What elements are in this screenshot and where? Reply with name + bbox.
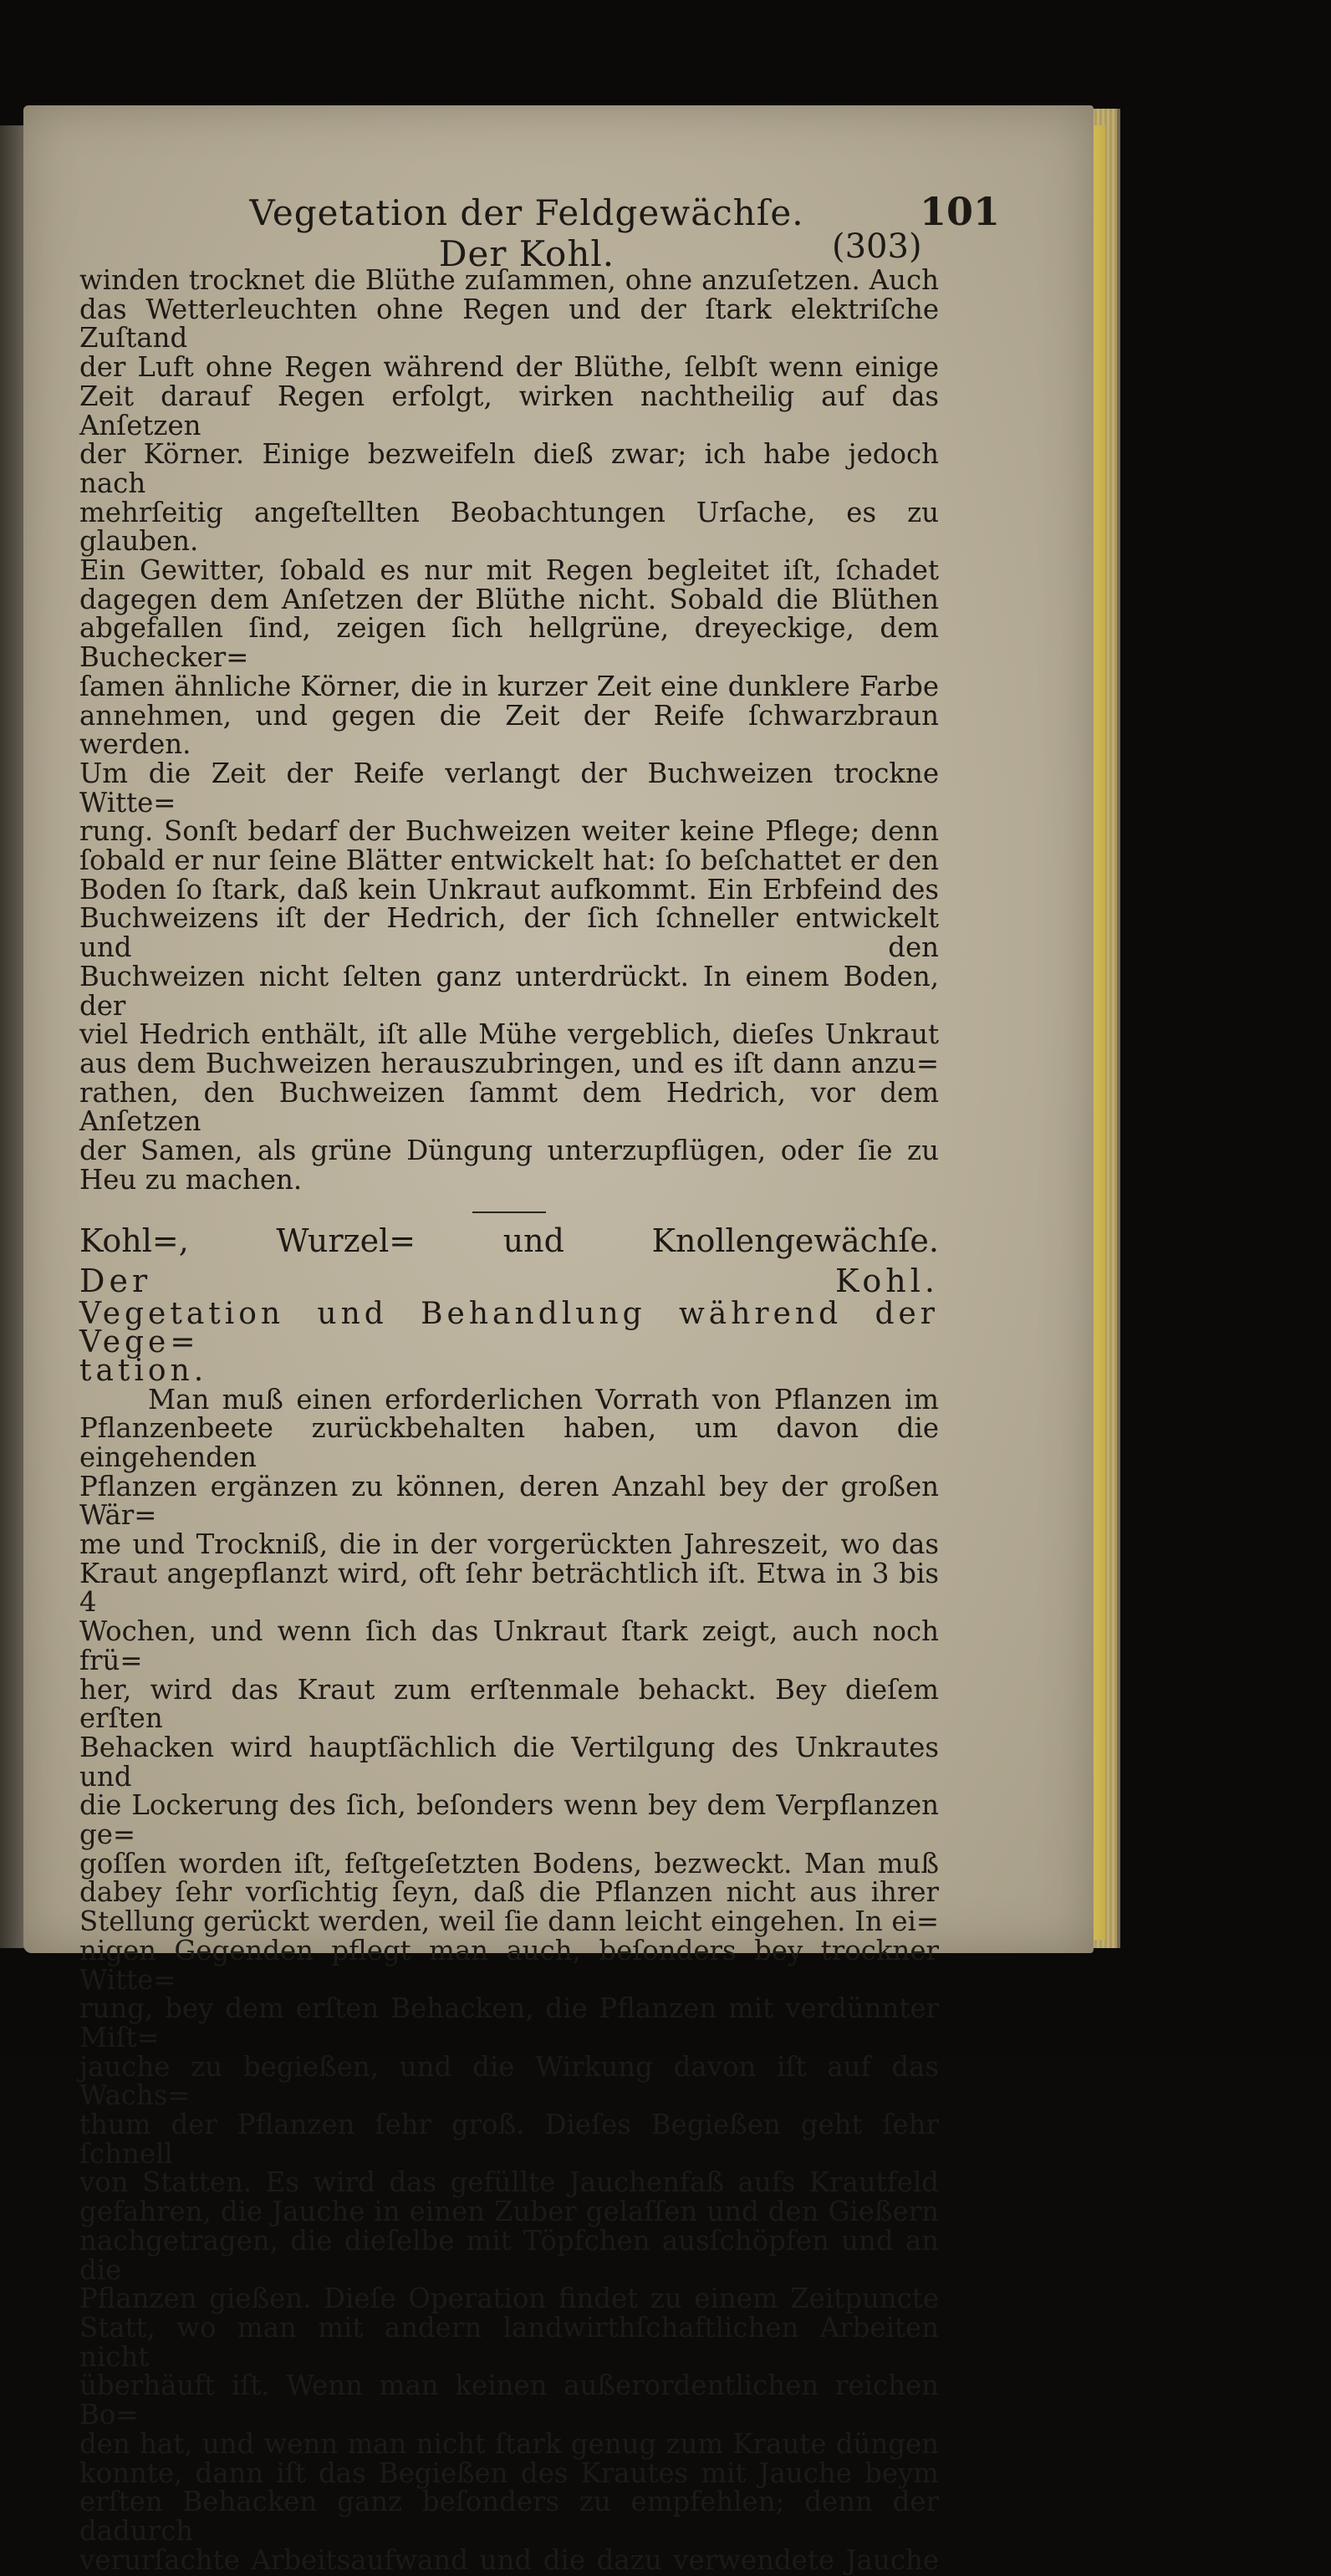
subsubsection-heading-line1: Vegetation und Behandlung während der Vege=	[79, 1296, 939, 1359]
text-line: dabey ſehr vorſichtig ſeyn, daß die Pflanzen nicht aus ihrer	[79, 1876, 939, 1909]
text-line: Boden ſo ſtark, daß kein Unkraut aufkommt. Ein Erbfeind des	[79, 873, 939, 905]
text-line: den hat, und wenn man nicht ſtark genug zum Kraute düngen	[79, 2427, 939, 2460]
text-line: Zeit darauf Regen erfolgt, wirken nachtheilig auf das Anſetzen	[79, 380, 939, 441]
text-line: ſamen ähnliche Körner, die in kurzer Zeit eine dunklere Farbe	[79, 670, 939, 702]
text-line: Wochen, und wenn ſich das Unkraut ſtark zeigt, auch noch frü=	[79, 1615, 939, 1676]
text-line: annehmen, und gegen die Zeit der Reife ſchwarzbraun werden.	[79, 699, 939, 761]
text-line: Um die Zeit der Reife verlangt der Buchweizen trockne Witte=	[79, 757, 939, 819]
text-line: die Lockerung des ſich, beſonders wenn bey dem Verpflanzen ge=	[79, 1789, 939, 1851]
text-line: Heu zu machen.	[79, 1163, 303, 1196]
text-line: Pflanzenbeete zurückbehalten haben, um davon die eingehenden	[79, 1412, 939, 1473]
text-line: Pflanzen gießen. Dieſe Operation findet zu einem Zeitpuncte	[79, 2283, 939, 2315]
page-number: 101	[920, 189, 1001, 234]
text-line: her, wird das Kraut zum erſtenmale behackt. Bey dieſem erſten	[79, 1673, 939, 1735]
text-line: von Statten. Es wird das gefüllte Jauchenfaß aufs Krautfeld	[79, 2166, 939, 2199]
subsection-heading: Der Kohl.	[79, 1262, 939, 1299]
text-line: das Wetterleuchten ohne Regen und der ſtark elektriſche Zuſtand	[79, 293, 939, 355]
text-line: nachgetragen, die dieſelbe mit Töpfchen ausſchöpfen und an die	[79, 2224, 939, 2286]
text-line: der Samen, als grüne Düngung unterzupflügen, oder ſie zu	[79, 1135, 939, 1167]
text-line: Buchweizen nicht ſelten ganz unterdrückt. In einem Boden, der	[79, 960, 939, 1022]
text-line: rathen, den Buchweizen ſammt dem Hedrich, vor dem Anſetzen	[79, 1076, 939, 1138]
text-line: abgefallen ſind, zeigen ſich hellgrüne, dreyeckige, dem Buchecker=	[79, 612, 939, 674]
text-line: verurſachte Arbeitsaufwand und die dazu verwendete Jauche	[79, 2543, 939, 2576]
paragraph-kohl	[79, 1385, 939, 2575]
text-line: konnte, dann iſt das Begießen des Krautes mit Jauche beym	[79, 2456, 939, 2489]
text-line: ſobald er nur ſeine Blätter entwickelt hat: ſo beſchattet er den	[79, 844, 939, 877]
running-head: Vegetation der Feldgewächſe. Der Kohl.	[249, 192, 804, 274]
text-line: der Körner. Einige bezweifeln dieß zwar; ich habe jedoch nach	[79, 438, 939, 499]
text-line: erſten Behacken ganz beſonders zu empfehlen; denn der dadurch	[79, 2486, 939, 2547]
text-line: rung. Sonſt bedarf der Buchweizen weiter keine Pflege; denn	[79, 815, 939, 848]
text-line: Behacken wird hauptſächlich die Vertilgung des Unkrautes und	[79, 1731, 939, 1793]
text-line: Stellung gerückt werden, weil ſie dann leicht eingehen. In ei=	[79, 1905, 939, 1938]
text-line: thum der Pflanzen ſehr groß. Dieſes Begießen geht ſehr ſchnell	[79, 2109, 939, 2170]
section-heading: Kohl=, Wurzel= und Knollengewächſe.	[79, 1222, 939, 1259]
text-line: Buchweizens iſt der Hedrich, der ſich ſchneller entwickelt und den	[79, 902, 939, 964]
text-line: überhäuft iſt. Wenn man keinen außerordentlichen reichen Bo=	[79, 2369, 939, 2431]
text-line: winden trocknet die Blüthe zuſammen, ohne anzuſetzen. Auch	[79, 264, 939, 296]
text-line: Ein Gewitter, ſobald es nur mit Regen begleitet iſt, ſchadet	[79, 554, 939, 587]
text-line: rung, bey dem erſten Behacken, die Pflanzen mit verdünnter Miſt=	[79, 1992, 939, 2053]
text-line: nigen Gegenden pflegt man auch, beſonders bey trockner Witte=	[79, 1934, 939, 1996]
text-line: Pflanzen ergänzen zu können, deren Anzahl bey der großen Wär=	[79, 1470, 939, 1532]
sheet-number: (303)	[832, 227, 922, 266]
text-line: viel Hedrich enthält, iſt alle Mühe vergeblich, dieſes Unkraut	[79, 1018, 939, 1051]
text-line: jauche zu begießen, und die Wirkung davon iſt auf das Wachs=	[79, 2050, 939, 2112]
body-text	[79, 266, 939, 2574]
text-line: der Luft ohne Regen während der Blüthe, ſelbſt wenn einige	[79, 351, 939, 384]
text-line: Man muß einen erforderlichen Vorrath von Pflanzen im	[148, 1383, 939, 1416]
section-divider	[472, 1211, 546, 1213]
paragraph-buchweizen	[79, 266, 939, 1195]
subsubsection-heading-line2: tation.	[79, 1353, 208, 1388]
text-line: mehrſeitig angeſtellten Beobachtungen Urſache, es zu glauben.	[79, 496, 939, 558]
text-line: dagegen dem Anſetzen der Blüthe nicht. Sobald die Blüthen	[79, 583, 939, 615]
text-line: me und Trockniß, die in der vorgerückten Jahreszeit, wo das	[79, 1528, 939, 1561]
text-line: goſſen worden iſt, feſtgeſetzten Bodens, bezweckt. Man muß	[79, 1847, 939, 1880]
text-line: Kraut angepflanzt wird, oft ſehr beträchtlich iſt. Etwa in 3 bis 4	[79, 1557, 939, 1619]
text-line: Statt, wo man mit andern landwirthſchaftlichen Arbeiten nicht	[79, 2312, 939, 2373]
text-line: gefahren, die Jauche in einen Zuber gelaſſen und den Gießern	[79, 2196, 939, 2228]
text-line: aus dem Buchweizen herauszubringen, und es iſt dann anzu=	[79, 1047, 939, 1079]
